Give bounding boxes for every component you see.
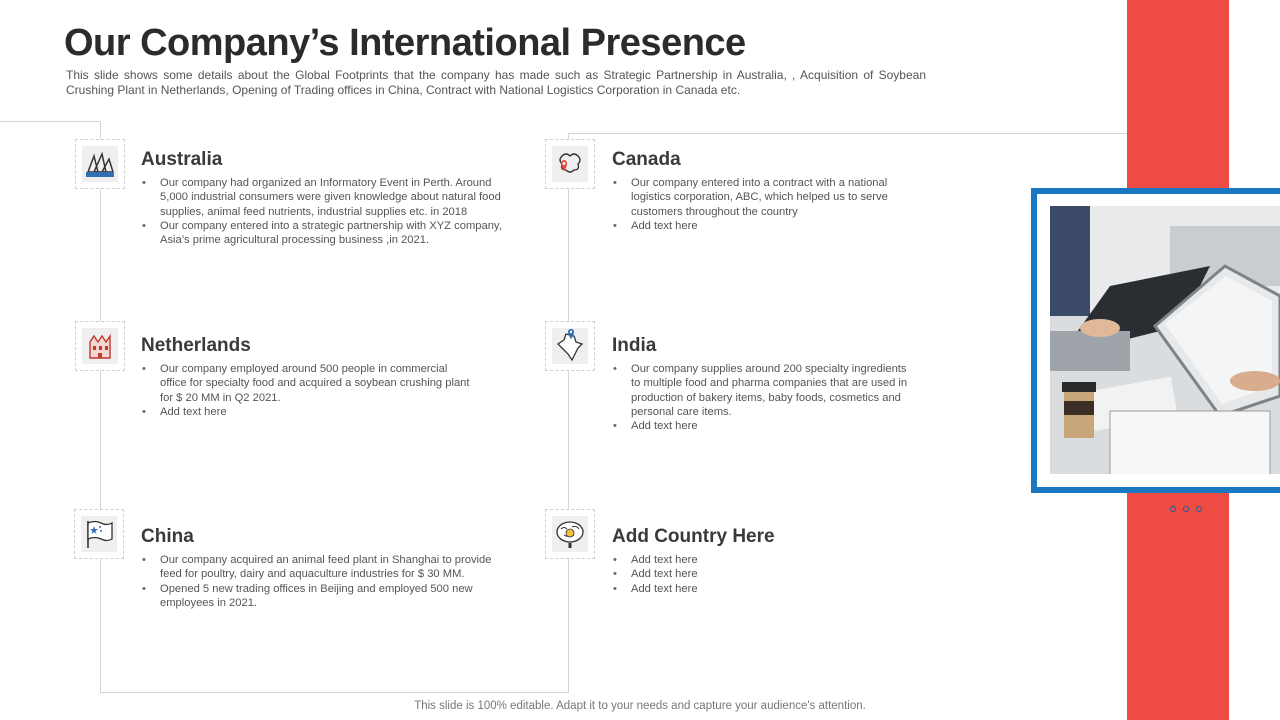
list-item: • Our company employed around 500 people in commercial office for specialty food and acquired a soybean crushing plant for $ 20 MM in Q2 2021. (141, 362, 476, 405)
list-item: • Add text here (141, 405, 476, 419)
office-laptop-photo (1050, 206, 1280, 474)
country-name-china: China (141, 526, 194, 547)
pagination-dots (1170, 499, 1209, 517)
placeholder-details (612, 553, 902, 596)
frame-line-top-right (568, 133, 1128, 134)
list-item: • Our company supplies around 200 specialty ingredients to multiple food and pharma companies that are used in production of bakery items, baby foods, cosmetics and personal care items. (612, 362, 912, 419)
frame-line-middle (568, 133, 569, 693)
list-item: • Add text here (612, 219, 902, 233)
building-icon (75, 321, 125, 371)
india-map-icon (545, 321, 595, 371)
frame-line-bottom (100, 692, 569, 693)
canada-details (612, 176, 902, 233)
map-pin-icon (545, 139, 595, 189)
dot (1196, 506, 1202, 512)
country-name-australia: Australia (141, 149, 223, 170)
list-item: • Our company entered into a strategic partnership with XYZ company, Asia’s prime agricultural processing business ,in 2021. (141, 219, 521, 248)
list-item: • Add text here (612, 419, 912, 433)
list-item: • Add text here (612, 582, 902, 596)
list-item: • Our company acquired an animal feed plant in Shanghai to provide feed for poultry, dairy and aquaculture industries for $ 30 MM. (141, 553, 496, 582)
world-map-icon (545, 509, 595, 559)
country-name-india: India (612, 335, 657, 356)
frame-line-left (100, 121, 101, 693)
country-name-placeholder: Add Country Here (612, 526, 775, 547)
frame-line-top-left (0, 121, 101, 122)
slide-title: Our Company’s International Presence (64, 22, 746, 64)
dot (1170, 506, 1176, 512)
country-name-netherlands: Netherlands (141, 335, 251, 356)
opera-house-icon (75, 139, 125, 189)
country-name-canada: Canada (612, 149, 681, 170)
australia-details (141, 176, 521, 247)
netherlands-details (141, 362, 476, 419)
footer-note: This slide is 100% editable. Adapt it to your needs and capture your audience's attention. (414, 700, 866, 712)
china-details (141, 553, 496, 610)
list-item: • Add text here (612, 567, 902, 581)
slide-subtitle: This slide shows some details about the Global Footprints that the company has made such as Strategic Partnership in Australia, , Acquisition of Soybean Crushing Plant in Netherlands, Opening of Trading offices in China, Contract with National Logistics Corporation in Canada etc. (66, 68, 926, 97)
list-item: • Opened 5 new trading offices in Beijing and employed 500 new employees in 2021. (141, 582, 496, 611)
list-item: • Our company entered into a contract with a national logistics corporation, ABC, which helped us to serve customers throughout the country (612, 176, 902, 219)
list-item: • Add text here (612, 553, 902, 567)
dot (1183, 506, 1189, 512)
india-details (612, 362, 912, 433)
list-item: • Our company had organized an Informatory Event in Perth. Around 5,000 industrial consumers were given knowledge about natural food supplies, animal feed nutrients, industrial supplies etc. in 2018 (141, 176, 521, 219)
flag-icon (74, 509, 124, 559)
